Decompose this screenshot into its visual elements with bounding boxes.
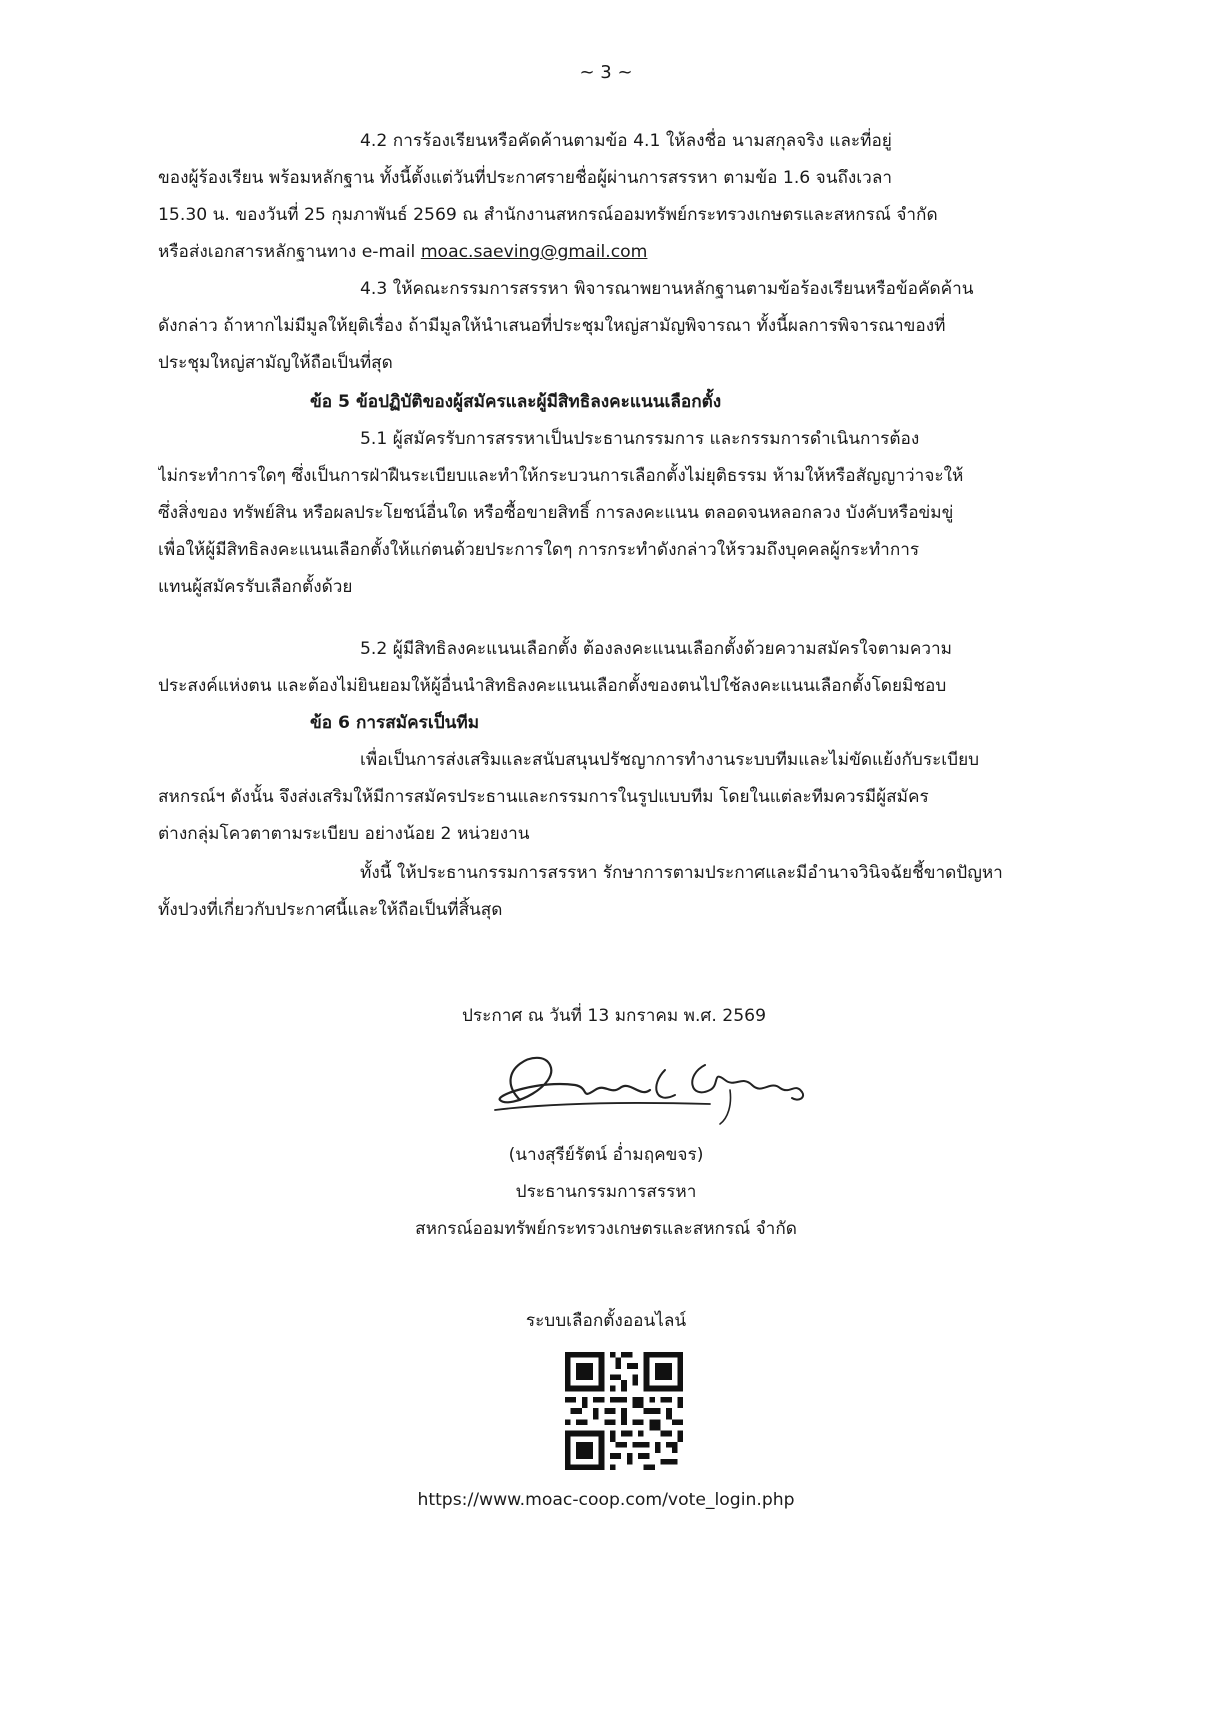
online-voting-label: ระบบเลือกตั้งออนไลน์ (525, 1311, 687, 1331)
clause-5-2-line: 5.2 ผู้มีสิทธิลงคะแนนเลือกตั้ง ต้องลงคะแนนเลือกตั้งด้วยความสมัครใจตามความ (360, 639, 952, 659)
closing-paragraph (158, 855, 1112, 929)
clause-4-2-line (158, 234, 1112, 271)
closing-line: ทั้งปวงที่เกี่ยวกับประกาศนี้และให้ถือเป็นที่สิ้นสุด (158, 900, 503, 920)
voting-url[interactable]: https://www.moac-coop.com/vote_login.php (417, 1490, 795, 1510)
email-prefix: หรือส่งเอกสารหลักฐานทาง e-mail (158, 242, 421, 262)
clause-4-2-line: 4.2 การร้องเรียนหรือคัดค้านตามข้อ 4.1 ให้ลงชื่อ นามสกุลจริง และที่อยู่ (360, 131, 892, 151)
section-heading: ข้อ 6 การสมัครเป็นทีม (310, 713, 480, 733)
announce-date: ประกาศ ณ วันที่ 13 มกราคม พ.ศ. 2569 (461, 1006, 767, 1026)
clause-5-1-line: เพื่อให้ผู้มีสิทธิลงคะแนนเลือกตั้งให้แก่ตนด้วยประการใดๆ การกระทำดังกล่าวให้รวมถึงบุคคลผู้กระทำการ (158, 540, 920, 560)
closing-line: ทั้งนี้ ให้ประธานกรรมการสรรหา รักษาการตามประกาศและมีอำนาจวินิจฉัยชี้ขาดปัญหา (360, 863, 1003, 883)
signatory-organization: สหกรณ์ออมทรัพย์กระทรวงเกษตรและสหกรณ์ จำกัด (415, 1219, 797, 1239)
clause-4-3-line: 4.3 ให้คณะกรรมการสรรหา พิจารณาพยานหลักฐานตามข้อร้องเรียนหรือข้อคัดค้าน (360, 279, 974, 299)
clause-6 (158, 742, 1112, 853)
section-5-heading (158, 384, 1112, 421)
qr-code-icon[interactable] (565, 1352, 683, 1470)
clause-6-line: เพื่อเป็นการส่งเสริมและสนับสนุนปรัชญาการทำงานระบบทีมและไม่ขัดแย้งกับระเบียบ (360, 750, 980, 770)
signature-image (480, 1040, 830, 1125)
clause-5-2-line: ประสงค์แห่งตน และต้องไม่ยินยอมให้ผู้อื่นนำสิทธิลงคะแนนเลือกตั้งของตนไปใช้ลงคะแนนเลือกตั้งโดยมิชอบ (158, 676, 947, 696)
clause-5-1-line: 5.1 ผู้สมัครรับการสรรหาเป็นประธานกรรมการ และกรรมการดำเนินการต้อง (360, 429, 920, 449)
email-link[interactable]: moac.saeving@gmail.com (420, 242, 648, 262)
clause-5-1-line: แทนผู้สมัครรับเลือกตั้งด้วย (158, 577, 353, 597)
page-number: ~ 3 ~ (579, 62, 633, 83)
section-heading: ข้อ 5 ข้อปฏิบัติของผู้สมัครและผู้มีสิทธิลงคะแนนเลือกตั้ง (310, 392, 722, 412)
section-6-heading (158, 705, 1112, 742)
clause-4-2-line: 15.30 น. ของวันที่ 25 กุมภาพันธ์ 2569 ณ สำนักงานสหกรณ์ออมทรัพย์กระทรวงเกษตรและสหกรณ์ จำกัด (158, 205, 938, 225)
clause-5-1-line: ไม่กระทำการใดๆ ซึ่งเป็นการฝ่าฝืนระเบียบและทำให้กระบวนการเลือกตั้งไม่ยุติธรรม ห้ามให้หรือสัญญาว่าจะให้ (158, 466, 964, 486)
signatory-name: (นางสุรีย์รัตน์ อ่ำมฤคขจร) (508, 1145, 704, 1165)
clause-5-1-line: ซึ่งสิ่งของ ทรัพย์สิน หรือผลประโยชน์อื่นใด หรือซื้อขายสิทธิ์ การลงคะแนน ตลอดจนหลอกลวง บังคับหรือข่มขู่ (158, 503, 954, 523)
clause-4-2-line: ของผู้ร้องเรียน พร้อมหลักฐาน ทั้งนี้ตั้งแต่วันที่ประกาศรายชื่อผู้ผ่านการสรรหา ตามข้อ 1.6 จนถึงเวลา (158, 168, 893, 188)
clause-6-line: สหกรณ์ฯ ดังนั้น จึงส่งเสริมให้มีการสมัครประธานและกรรมการในรูปแบบทีม โดยในแต่ละทีมควรมีผู้สมัคร (158, 787, 929, 807)
clause-4-3-line: ประชุมใหญ่สามัญให้ถือเป็นที่สุด (158, 353, 393, 373)
clause-5-2 (158, 631, 1112, 705)
clause-4-3-line: ดังกล่าว ถ้าหากไม่มีมูลให้ยุติเรื่อง ถ้ามีมูลให้นำเสนอที่ประชุมใหญ่สามัญพิจารณา ทั้งนี้ผลการพิจารณาของที่ (158, 316, 946, 336)
clause-4-2 (158, 123, 1112, 271)
clause-4-3 (158, 271, 1112, 382)
clause-6-line: ต่างกลุ่มโควตาตามระเบียบ อย่างน้อย 2 หน่วยงาน (158, 824, 530, 844)
clause-5-1 (158, 421, 1112, 606)
signatory-title: ประธานกรรมการสรรหา (515, 1182, 697, 1202)
